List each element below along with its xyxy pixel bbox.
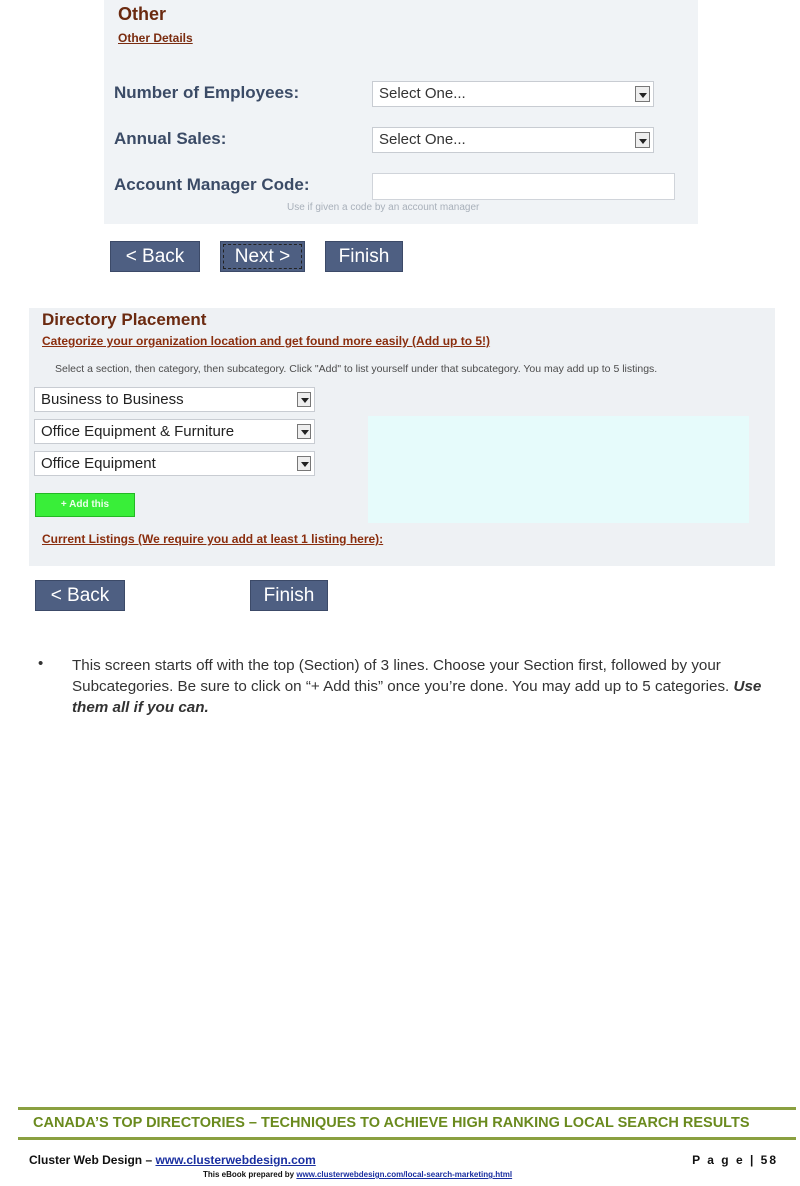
directory-placement-panel [29,308,775,566]
employees-select[interactable] [372,81,654,107]
footer-prepared-text: This eBook prepared by [203,1170,297,1179]
footer-company [29,1153,316,1167]
bullet-text: This screen starts off with the top (Section) of 3 lines. Choose your Section first, followed by your Subcategories. Be sure to click on “+ Add this” once you’re done. You may add up to 5 categories. [72,657,734,695]
add-this-button[interactable]: + Add this [35,493,135,517]
chevron-down-icon[interactable] [297,424,311,439]
bullet-emphasis: Use them all if you can. [72,678,762,716]
bullet-paragraph [72,655,762,718]
manager-code-label: Account Manager Code: [114,175,310,194]
chevron-down-icon[interactable] [635,132,650,148]
chevron-down-icon[interactable] [297,456,311,471]
sales-select[interactable] [372,127,654,153]
finish-button[interactable]: Finish [325,241,403,272]
sales-select-value: Select One... [379,131,466,148]
section-select-value: Business to Business [41,391,184,408]
bullet-icon: • [38,655,44,672]
other-details-link[interactable]: Other Details [118,31,193,45]
directory-instructions: Select a section, then category, then subcategory. Click "Add" to list yourself under that subcategory. You may add up to 5 listings. [55,363,658,375]
other-details-panel [104,0,698,224]
back-button[interactable]: < Back [35,580,125,611]
directory-subtitle-link[interactable]: Categorize your organization location and get found more easily (Add up to 5!) [42,334,491,348]
listings-box [368,416,749,523]
section-select[interactable] [34,387,315,412]
next-button[interactable]: Next > [220,241,305,272]
category-select-value: Office Equipment & Furniture [41,423,235,440]
chevron-down-icon[interactable] [297,392,311,407]
manager-code-input[interactable] [372,173,675,200]
finish-button[interactable]: Finish [250,580,328,611]
footer-divider-top [18,1107,796,1110]
employees-select-value: Select One... [379,85,466,102]
subcategory-select[interactable] [34,451,315,476]
category-select[interactable] [34,419,315,444]
footer-prepared-by [203,1170,512,1179]
other-title: Other [118,4,167,24]
back-button[interactable]: < Back [110,241,200,272]
current-listings-link[interactable]: Current Listings (We require you add at least 1 listing here): [42,532,384,546]
directory-title: Directory Placement [42,310,207,329]
footer-company-link[interactable]: www.clusterwebdesign.com [155,1153,316,1167]
footer-divider-bottom [18,1137,796,1140]
page-number: P a g e | 58 [692,1153,778,1167]
footer-prepared-link[interactable]: www.clusterwebdesign.com/local-search-marketing.html [296,1170,513,1179]
footer-company-name: Cluster Web Design – [29,1153,156,1167]
sales-label: Annual Sales: [114,129,227,148]
manager-code-hint: Use if given a code by an account manager [287,202,480,213]
chevron-down-icon[interactable] [635,86,650,102]
footer-book-title: CANADA’S TOP DIRECTORIES – TECHNIQUES TO ACHIEVE HIGH RANKING LOCAL SEARCH RESULTS [33,1115,750,1131]
employees-label: Number of Employees: [114,83,300,102]
subcategory-select-value: Office Equipment [41,455,156,472]
